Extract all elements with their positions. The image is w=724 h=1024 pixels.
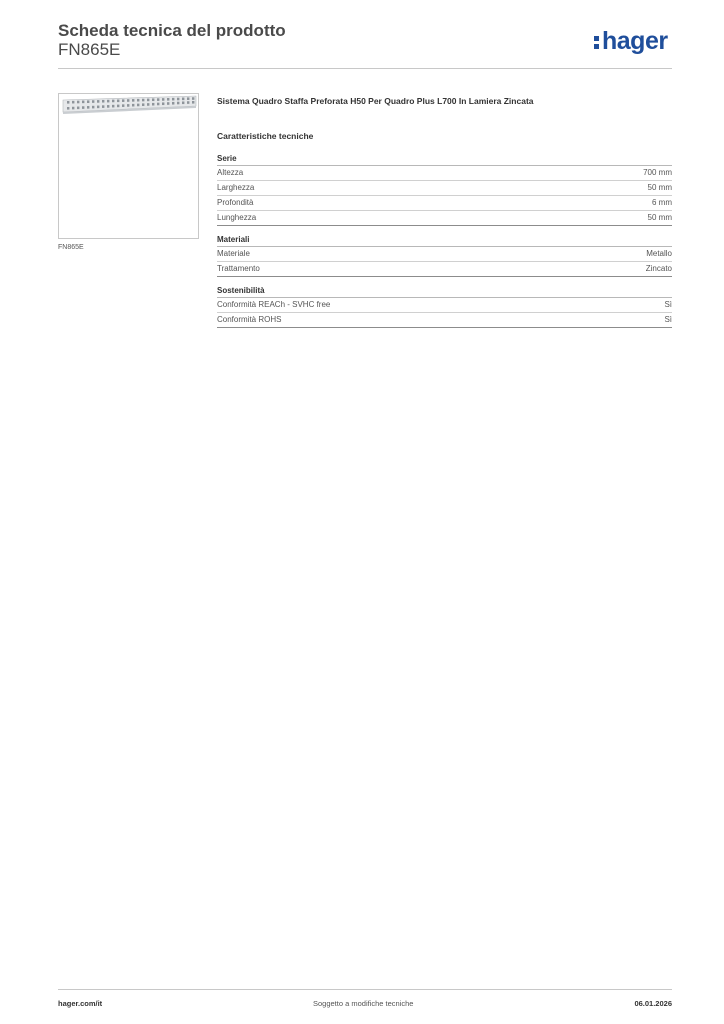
perforation-hole (77, 101, 79, 104)
spec-group-sostenibilita (217, 286, 672, 328)
group-title: Materiali (217, 235, 672, 247)
spec-label: Conformità REACh - SVHC free (217, 300, 331, 309)
perforation-hole (97, 100, 99, 103)
perforation-hole (152, 103, 154, 106)
spec-label: Conformità ROHS (217, 315, 282, 324)
group-title: Serie (217, 154, 672, 166)
spec-value: Sì (664, 315, 672, 324)
perforation-hole (192, 97, 194, 100)
spec-label: Materiale (217, 249, 250, 258)
perforation-hole (172, 102, 174, 105)
perforation-hole (182, 98, 184, 101)
perforated-bracket-image (59, 94, 198, 238)
perforation-hole (192, 101, 194, 104)
spec-value: 50 mm (647, 183, 672, 192)
spec-value: 6 mm (652, 198, 672, 207)
perforation-hole (67, 101, 69, 104)
perforation-hole (187, 101, 189, 104)
perforation-hole (177, 98, 179, 101)
perforation-hole (132, 99, 134, 102)
perforation-hole (162, 98, 164, 101)
perforation-hole (87, 106, 89, 109)
perforation-hole (77, 107, 79, 110)
spec-value: Metallo (646, 249, 672, 258)
specifications (217, 96, 672, 337)
perforation-hole (102, 100, 104, 103)
perforation-hole (112, 105, 114, 108)
spec-value: Sì (664, 300, 672, 309)
logo-text: hager (602, 27, 668, 55)
spec-label: Lunghezza (217, 213, 257, 222)
perforation-hole (152, 98, 154, 101)
perforation-hole (147, 99, 149, 102)
perforation-hole (132, 104, 134, 107)
hager-logo (594, 27, 668, 55)
logo-dots-icon (594, 34, 600, 50)
perforation-hole (117, 100, 119, 103)
perforation-hole (82, 101, 84, 104)
spec-label: Larghezza (217, 183, 255, 192)
perforation-hole (137, 104, 139, 107)
perforation-hole (97, 106, 99, 109)
perforation-hole (127, 99, 129, 102)
image-caption: FN865E (58, 244, 84, 251)
spec-row (217, 262, 672, 277)
footer-divider (58, 989, 672, 990)
spec-row (217, 166, 672, 181)
spec-group-materiali (217, 235, 672, 277)
group-title: Sostenibilità (217, 286, 672, 298)
perforation-hole (92, 106, 94, 109)
spec-label: Trattamento (217, 264, 260, 273)
perforation-hole (107, 100, 109, 103)
spec-group-serie (217, 154, 672, 226)
perforation-hole (127, 104, 129, 107)
perforation-hole (92, 100, 94, 103)
perforation-hole (102, 105, 104, 108)
spec-row (217, 247, 672, 262)
perforation-hole (162, 102, 164, 105)
spec-label: Altezza (217, 168, 244, 177)
perforation-hole (117, 105, 119, 108)
perforation-hole (72, 101, 74, 104)
footer-date: 06.01.2026 (634, 999, 672, 1008)
spec-value: 700 mm (643, 168, 672, 177)
product-image (58, 93, 199, 239)
footer-note: Soggetto a modifiche tecniche (313, 999, 414, 1008)
perforation-hole (172, 98, 174, 101)
perforation-hole (72, 107, 74, 110)
footer-website: hager.com/it (58, 999, 103, 1008)
perforation-hole (167, 98, 169, 101)
perforation-hole (187, 97, 189, 100)
spec-value: Zincato (645, 264, 672, 273)
perforation-hole (137, 99, 139, 102)
perforation-hole (107, 105, 109, 108)
perforation-hole (157, 98, 159, 101)
spec-row (217, 181, 672, 196)
perforation-hole (82, 106, 84, 109)
perforation-hole (122, 104, 124, 107)
perforation-hole (147, 103, 149, 106)
section-title: Caratteristiche tecniche (217, 131, 314, 141)
product-code: FN865E (58, 40, 121, 59)
spec-value: 50 mm (647, 213, 672, 222)
page-title: Scheda tecnica del prodotto (58, 21, 286, 40)
perforation-hole (157, 103, 159, 106)
perforation-hole (122, 99, 124, 102)
spec-row (217, 211, 672, 226)
header-divider (58, 68, 672, 69)
spec-row (217, 196, 672, 211)
spec-row (217, 298, 672, 313)
spec-label: Profondità (217, 198, 254, 207)
perforation-hole (87, 100, 89, 103)
perforation-hole (112, 100, 114, 103)
perforation-hole (167, 102, 169, 105)
perforation-hole (177, 102, 179, 105)
perforation-hole (142, 99, 144, 102)
perforation-hole (182, 101, 184, 104)
product-title: Sistema Quadro Staffa Preforata H50 Per Quadro Plus L700 In Lamiera Zincata (217, 96, 534, 106)
perforation-hole (67, 107, 69, 110)
perforation-hole (142, 103, 144, 106)
spec-row (217, 313, 672, 328)
